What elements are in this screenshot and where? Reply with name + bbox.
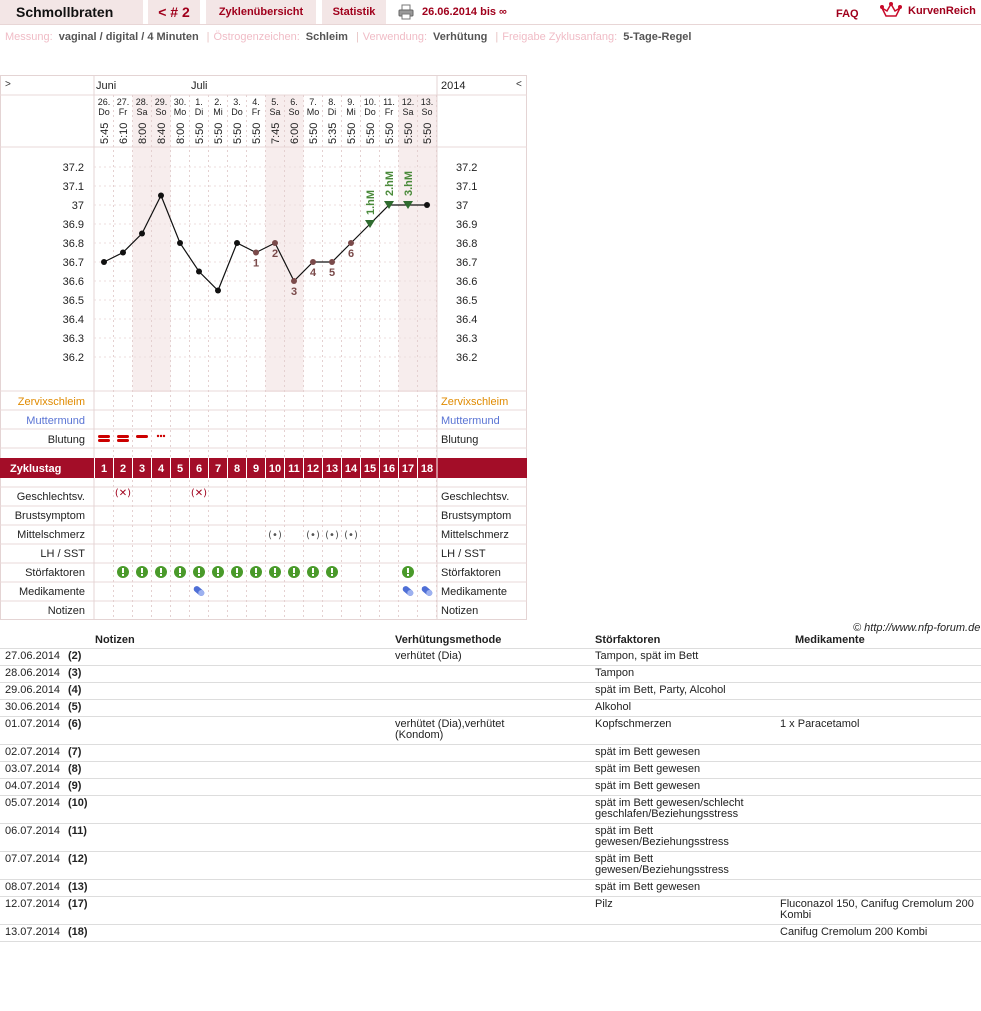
cycle-day-number: 2: [119, 463, 127, 475]
pill-icon: [401, 585, 414, 597]
y-tick-label-left: 37.2: [62, 162, 84, 174]
day-weekday: So: [155, 107, 167, 117]
note-date: 12.07.2014: [5, 898, 61, 910]
row-label-right-notizen: Notizen: [441, 605, 479, 617]
note-stoer: spät im Bett gewesen: [595, 746, 701, 758]
day-weekday: So: [421, 107, 433, 117]
note-stoer: Tampon: [595, 667, 635, 679]
notes-header-medi: Medikamente: [795, 634, 865, 646]
crown-icon: [880, 2, 902, 20]
day-date: 5.: [271, 97, 279, 107]
measure-time: 8:40: [156, 122, 168, 144]
measure-time: 8:00: [175, 122, 187, 144]
cycle-day-number: 7: [214, 463, 222, 475]
row-label-right-medi: Medikamente: [441, 586, 508, 598]
measure-time: 5:50: [213, 122, 225, 144]
oestrogen-label: Östrogenzeichen:: [213, 31, 300, 43]
measure-time: 5:50: [422, 122, 434, 144]
warning-icon-mark: [312, 568, 314, 573]
y-tick-label-right: 36.8: [456, 238, 478, 250]
row-label-right-stoer: Störfaktoren: [441, 567, 501, 579]
prev-cycle-button[interactable]: < # 2: [148, 0, 200, 24]
cycle-day-number: 14: [344, 463, 358, 475]
cycle-day-number: 17: [401, 463, 415, 475]
page-title: Schmollbraten: [0, 0, 143, 24]
note-cycle-day: (13): [68, 881, 88, 893]
y-tick-label-left: 36.6: [62, 276, 84, 288]
y-tick-label-right: 36.4: [456, 314, 478, 326]
warning-icon-dot: [331, 574, 333, 576]
separator: |: [495, 31, 499, 43]
measure-time: 5:35: [327, 122, 339, 144]
warning-icon-dot: [122, 574, 124, 576]
pill-icon: [420, 585, 433, 597]
row-label-medi: Medikamente: [18, 586, 85, 598]
note-date: 28.06.2014: [5, 667, 61, 679]
notes-row: [0, 824, 981, 852]
warning-icon-dot: [217, 574, 219, 576]
measure-time: 5:50: [194, 122, 206, 144]
temperature-point: [215, 288, 221, 294]
verwendung-label: Verwendung:: [362, 31, 428, 43]
y-tick-label-left: 36.7: [62, 257, 84, 269]
notes-header-notizen: Notizen: [95, 634, 135, 646]
bleeding-spotting: [160, 435, 162, 437]
copyright: © http://www.nfp-forum.de: [853, 622, 981, 634]
warning-icon-mark: [255, 568, 257, 573]
temperature-point: [177, 240, 183, 246]
temperature-point: [234, 240, 240, 246]
measure-time: 5:50: [251, 122, 263, 144]
warning-icon-dot: [198, 574, 200, 576]
note-date: 05.07.2014: [5, 797, 61, 809]
cycle-day-number: 18: [420, 463, 434, 475]
cycle-day-number: 3: [138, 463, 146, 475]
note-stoer: spät im Bett gewesen: [595, 780, 701, 792]
low-measure-label: 2: [271, 248, 279, 260]
intercourse-icon: (✕): [114, 488, 132, 499]
note-stoer: spät im Bett, Party, Alcohol: [595, 684, 726, 696]
cycle-day-number: 6: [195, 463, 203, 475]
cycle-day-number: 11: [288, 463, 300, 475]
month-label: Juli: [191, 80, 208, 92]
warning-icon-mark: [217, 568, 219, 573]
low-measure-label: 5: [328, 267, 336, 279]
warning-icon-dot: [407, 574, 409, 576]
notes-row: [0, 649, 981, 666]
day-weekday: So: [288, 107, 300, 117]
measure-time: 6:00: [289, 122, 301, 144]
row-label-right-blutung: Blutung: [441, 434, 479, 446]
note-date: 27.06.2014: [5, 650, 61, 662]
warning-icon-dot: [160, 574, 162, 576]
note-cycle-day: (6): [68, 718, 82, 730]
bleeding-heavy: [117, 435, 129, 438]
notes-row: [0, 796, 981, 824]
month-label: Juni: [96, 80, 117, 92]
notes-row: [0, 880, 981, 897]
y-tick-label-left: 36.2: [62, 352, 84, 364]
y-tick-label-left: 36.5: [62, 295, 84, 307]
warning-icon-mark: [198, 568, 200, 573]
cycle-day-number: 16: [382, 463, 396, 475]
temperature-point: [196, 269, 202, 275]
day-weekday: Sa: [269, 107, 281, 117]
note-cycle-day: (8): [68, 763, 82, 775]
notes-row: [0, 745, 981, 762]
year-label: 2014: [441, 80, 466, 92]
warning-icon-dot: [274, 574, 276, 576]
cycle-day-number: 15: [363, 463, 377, 475]
note-stoer: spät im Bett gewesen/schlecht geschlafen/Beziehungsstress: [595, 797, 744, 820]
high-measure-label: 2.hM: [384, 170, 396, 196]
temperature-point: [310, 259, 316, 265]
low-measure-label: 1: [252, 257, 260, 270]
note-date: 08.07.2014: [5, 881, 61, 893]
freigabe-value: 5-Tage-Regel: [623, 31, 692, 43]
warning-icon-mark: [179, 568, 181, 573]
faq-link[interactable]: FAQ: [836, 8, 859, 20]
tab-statistik[interactable]: Statistik: [322, 0, 386, 24]
day-date: 4.: [252, 97, 260, 107]
note-date: 07.07.2014: [5, 853, 61, 865]
print-icon[interactable]: [398, 4, 414, 20]
cycle-day-number: 8: [233, 463, 241, 475]
row-label-lh: LH / SST: [40, 548, 85, 560]
row-label-blutung: Blutung: [47, 434, 85, 446]
cycle-day-number: 1: [100, 463, 108, 475]
notes-row: [0, 852, 981, 880]
note-medi: Fluconazol 150, Canifug Cremolum 200 Kombi: [780, 898, 974, 921]
measure-time: 5:50: [384, 122, 396, 144]
measure-time: 8:00: [137, 122, 149, 144]
notes-row: [0, 700, 981, 717]
warning-icon-dot: [255, 574, 257, 576]
notes-row: [0, 683, 981, 700]
mittelschmerz-icon: (•): [306, 530, 320, 541]
notes-row: [0, 779, 981, 796]
bleeding-heavy: [98, 439, 110, 442]
day-date: 3.: [233, 97, 241, 107]
note-date: 30.06.2014: [5, 701, 61, 713]
note-date: 03.07.2014: [5, 763, 61, 775]
row-label-right-mittel: Mittelschmerz: [441, 529, 509, 541]
y-tick-label-left: 36.8: [62, 238, 84, 250]
day-weekday: Di: [327, 107, 337, 117]
low-measure-label: 6: [347, 248, 355, 260]
low-measure-label: 4: [309, 267, 317, 279]
note-stoer: Pilz: [595, 898, 613, 910]
brand-name: KurvenReich: [908, 5, 976, 17]
note-medi: 1 x Paracetamol: [780, 718, 860, 730]
warning-icon-dot: [141, 574, 143, 576]
day-date: 29.: [154, 97, 168, 107]
chart-nav-left: >: [5, 79, 11, 90]
day-date: 2.: [214, 97, 222, 107]
cycle-day-number: 13: [325, 463, 339, 475]
high-measure-label: 3.hM: [403, 170, 415, 196]
notes-header-stoer: Störfaktoren: [595, 634, 661, 646]
temperature-point: [253, 250, 259, 256]
day-date: 30.: [173, 97, 187, 107]
row-label-right-geschlecht: Geschlechtsv.: [441, 491, 510, 503]
row-label-right-brust: Brustsymptom: [441, 510, 512, 522]
warning-icon-mark: [141, 568, 143, 573]
temperature-point: [348, 240, 354, 246]
date-range: 26.06.2014 bis ∞: [422, 6, 507, 18]
row-label-muttermund: Muttermund: [26, 415, 85, 427]
notes-row: [0, 925, 981, 942]
day-date: 13.: [420, 97, 434, 107]
row-label-notizen: Notizen: [47, 605, 85, 617]
measure-time: 6:10: [118, 122, 130, 144]
temperature-point: [272, 240, 278, 246]
day-date: 12.: [401, 97, 415, 107]
high-measure-label: 1.hM: [365, 189, 377, 215]
tab-zyklenuebersicht[interactable]: Zyklenübersicht: [206, 0, 316, 24]
y-tick-label-right: 36.2: [456, 352, 478, 364]
temperature-point: [120, 250, 126, 256]
notes-row: [0, 666, 981, 683]
note-stoer: spät im Bett gewesen/Beziehungsstress: [595, 825, 729, 848]
measure-time: 5:50: [308, 122, 320, 144]
warning-icon-dot: [236, 574, 238, 576]
note-cycle-day: (3): [68, 667, 82, 679]
warning-icon-dot: [312, 574, 314, 576]
y-tick-label-right: 36.6: [456, 276, 478, 288]
note-cycle-day: (10): [68, 797, 88, 809]
note-cycle-day: (18): [68, 926, 88, 938]
day-date: 27.: [116, 97, 130, 107]
zyklustag-svg: [0, 458, 527, 478]
cycle-chart: [0, 75, 527, 620]
day-weekday: Mo: [306, 107, 320, 117]
note-cycle-day: (7): [68, 746, 82, 758]
note-stoer: Kopfschmerzen: [595, 718, 672, 730]
intercourse-icon: (✕): [190, 488, 208, 499]
measure-time: 7:45: [270, 122, 282, 144]
day-date: 1.: [195, 97, 203, 107]
day-weekday: Di: [194, 107, 204, 117]
note-date: 04.07.2014: [5, 780, 61, 792]
day-weekday: Do: [231, 107, 243, 117]
info-line: [5, 31, 695, 43]
bleeding-medium: [136, 435, 148, 438]
messung-value: vaginal / digital / 4 Minuten: [58, 31, 199, 43]
note-methode: verhütet (Dia): [395, 650, 462, 662]
bleeding-heavy: [98, 435, 110, 438]
measure-time: 5:50: [346, 122, 358, 144]
day-weekday: Mi: [346, 107, 356, 117]
notes-row: [0, 717, 981, 745]
note-medi: Canifug Cremolum 200 Kombi: [780, 926, 928, 938]
day-date: 11.: [383, 97, 395, 107]
temperature-point: [424, 202, 430, 208]
row-label-zervix: Zervixschleim: [17, 396, 85, 408]
note-date: 13.07.2014: [5, 926, 61, 938]
freigabe-label: Freigabe Zyklusanfang:: [502, 31, 618, 43]
temperature-point: [329, 259, 335, 265]
y-tick-label-left: 36.3: [62, 333, 84, 345]
day-date: 28.: [135, 97, 149, 107]
note-stoer: spät im Bett gewesen: [595, 881, 701, 893]
note-cycle-day: (11): [68, 825, 87, 837]
note-cycle-day: (12): [68, 853, 88, 865]
day-date: 7.: [309, 97, 317, 107]
temperature-point: [291, 278, 297, 284]
notes-row: [0, 897, 981, 925]
separator: |: [206, 31, 210, 43]
row-label-geschlecht: Geschlechtsv.: [16, 491, 85, 503]
y-tick-label-right: 37: [456, 200, 469, 212]
note-stoer: spät im Bett gewesen: [595, 763, 701, 775]
note-stoer: spät im Bett gewesen/Beziehungsstress: [595, 853, 729, 876]
top-nav: [0, 0, 981, 25]
y-tick-label-right: 37.1: [456, 181, 478, 193]
row-label-mittel: Mittelschmerz: [17, 529, 85, 541]
temperature-point: [101, 259, 107, 265]
day-date: 6.: [290, 97, 298, 107]
day-weekday: Mo: [173, 107, 187, 117]
day-date: 10.: [363, 97, 377, 107]
measure-time: 5:50: [365, 122, 377, 144]
note-date: 06.07.2014: [5, 825, 61, 837]
note-date: 29.06.2014: [5, 684, 61, 696]
chart-nav-right: <: [516, 79, 522, 90]
cycle-chart-svg: [0, 75, 527, 620]
note-cycle-day: (5): [68, 701, 82, 713]
note-date: 01.07.2014: [5, 718, 61, 730]
cycle-day-number: 10: [268, 463, 282, 475]
zyklustag-label: Zyklustag: [10, 463, 62, 475]
warning-icon-mark: [274, 568, 276, 573]
warning-icon-mark: [160, 568, 162, 573]
y-tick-label-right: 36.5: [456, 295, 478, 307]
note-cycle-day: (4): [68, 684, 82, 696]
y-tick-label-right: 36.7: [456, 257, 478, 269]
y-tick-label-right: 36.3: [456, 333, 478, 345]
cycle-day-number: 9: [252, 463, 260, 475]
warning-icon-dot: [293, 574, 295, 576]
measure-time: 5:50: [403, 122, 415, 144]
pill-icon: [192, 585, 205, 597]
warning-icon-mark: [331, 568, 333, 573]
day-date: 8.: [328, 97, 336, 107]
day-weekday: Sa: [402, 107, 414, 117]
mittelschmerz-icon: (•): [344, 530, 358, 541]
separator: |: [355, 31, 359, 43]
cycle-day-number: 4: [157, 463, 165, 475]
mittelschmerz-icon: (•): [325, 530, 339, 541]
day-weekday: Mi: [213, 107, 223, 117]
measure-time: 5:50: [232, 122, 244, 144]
day-weekday: Sa: [136, 107, 148, 117]
notes-header-methode: Verhütungsmethode: [395, 634, 502, 646]
cycle-day-number: 5: [176, 463, 184, 475]
y-tick-label-left: 37: [71, 200, 84, 212]
day-date: 9.: [347, 97, 355, 107]
row-label-stoer: Störfaktoren: [25, 567, 85, 579]
note-cycle-day: (17): [68, 898, 88, 910]
y-tick-label-left: 36.4: [62, 314, 84, 326]
y-tick-label-right: 37.2: [456, 162, 478, 174]
note-date: 02.07.2014: [5, 746, 61, 758]
warning-icon-mark: [407, 568, 409, 573]
low-measure-label: 3: [290, 286, 298, 298]
y-tick-label-left: 37.1: [62, 181, 84, 193]
mittelschmerz-icon: (•): [268, 530, 282, 541]
bleeding-spotting: [157, 435, 159, 437]
note-cycle-day: (2): [68, 650, 82, 662]
temperature-point: [139, 231, 145, 237]
day-weekday: Fr: [118, 107, 128, 117]
bleeding-heavy: [117, 439, 129, 442]
day-weekday: Do: [364, 107, 376, 117]
note-cycle-day: (9): [68, 780, 82, 792]
row-label-right-muttermund: Muttermund: [441, 415, 500, 427]
messung-label: Messung:: [5, 31, 53, 43]
measure-time: 5:45: [99, 122, 111, 144]
warning-icon-mark: [293, 568, 295, 573]
notes-row: [0, 762, 981, 779]
cycle-day-number: 12: [306, 463, 320, 475]
day-weekday: Fr: [384, 107, 394, 117]
day-weekday: Do: [98, 107, 110, 117]
note-stoer: Tampon, spät im Bett: [595, 650, 699, 662]
note-methode: verhütet (Dia),verhütet (Kondom): [395, 718, 505, 741]
row-label-right-zervix: Zervixschleim: [441, 396, 509, 408]
warning-icon-mark: [122, 568, 124, 573]
day-weekday: Fr: [251, 107, 261, 117]
verwendung-value: Verhütung: [433, 31, 488, 43]
note-stoer: Alkohol: [595, 701, 632, 713]
oestrogen-value: Schleim: [305, 31, 348, 43]
row-label-brust: Brustsymptom: [14, 510, 85, 522]
warning-icon-mark: [236, 568, 238, 573]
day-date: 26.: [97, 97, 111, 107]
y-tick-label-right: 36.9: [456, 219, 478, 231]
y-tick-label-left: 36.9: [62, 219, 84, 231]
warning-icon-dot: [179, 574, 181, 576]
bleeding-spotting: [163, 435, 165, 437]
row-label-right-lh: LH / SST: [441, 548, 486, 560]
temperature-point: [158, 193, 164, 199]
